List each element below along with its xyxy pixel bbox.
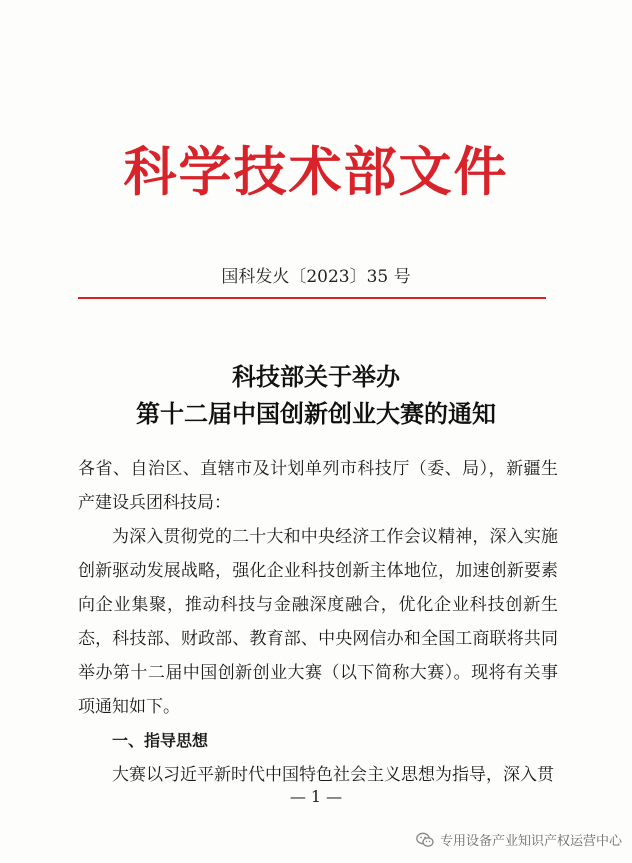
watermark-text: 专用设备产业知识产权运营中心: [439, 834, 622, 849]
paragraph-1: 为深入贯彻党的二十大和中央经济工作会议精神，深入实施创新驱动发展战略，强化企业科技创新主体地位，加速创新要素向企业集聚，推动科技与金融深度融合，优化企业科技创新生态，科技部、财政部、教育部、中央网信办和全国工商联将共同举办第十二届中国创新创业大赛（以下简称大赛）。现将有关事项通知如下。: [78, 527, 558, 717]
document-body: [78, 452, 558, 792]
section-heading-guiding-ideology: 一、指导思想: [112, 731, 209, 750]
addressee-line: 各省、自治区、直辖市及计划单列市科技厅（委、局），新疆生产建设兵团科技局：: [78, 459, 558, 513]
wechat-icon: [416, 832, 434, 848]
document-header-title: 科学技术部文件: [123, 142, 509, 203]
wechat-watermark: [416, 830, 622, 849]
document-number: 国科发火〔2023〕35 号: [221, 267, 411, 287]
notice-title-line2: 第十二届中国创新创业大赛的通知: [136, 400, 496, 428]
header-red-rule: [78, 297, 546, 299]
page-number: — 1 —: [289, 787, 343, 806]
notice-title-line1: 科技部关于举办: [232, 363, 400, 391]
paragraph-2: 大赛以习近平新时代中国特色社会主义思想为指导，深入贯: [112, 765, 554, 785]
